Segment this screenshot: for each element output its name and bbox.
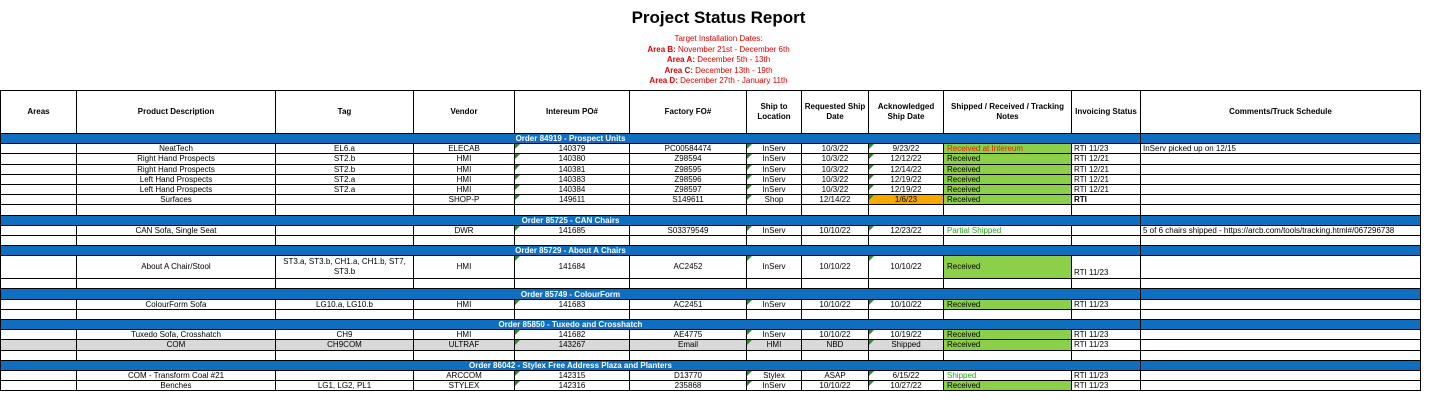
cell-ship-to-location [747,205,802,215]
cell-areas [1,225,77,235]
cell-tag: CH9 [276,330,414,340]
column-header-comments: Comments/Truck Schedule [1141,91,1421,134]
cell-invoicing-status: RTI 12/21 [1072,184,1141,194]
cell-comments [1141,174,1421,184]
cell-vendor [414,205,515,215]
cell-factory-fo: D13770 [630,370,747,380]
target-line-area-b: Area B: November 21st - December 6th [647,44,790,54]
cell-requested-ship-date: 10/10/22 [802,330,869,340]
target-dates-block [0,34,1437,87]
cell-product-description [77,235,276,245]
cell-shipped-notes [944,205,1072,215]
cell-tag: ST2.b [276,164,414,174]
cell-areas [1,164,77,174]
cell-invoicing-status: RTI [1072,195,1141,205]
cell-tag [276,195,414,205]
cell-intereum-po [515,205,630,215]
table-row [1,340,1421,350]
cell-areas [1,381,77,391]
cell-shipped-notes [944,279,1072,289]
cell-comments [1141,330,1421,340]
cell-factory-fo [630,205,747,215]
cell-shipped-notes: Shipped [944,370,1072,380]
order-label: Order 85729 - About A Chairs [1,246,1141,256]
cell-comments [1141,184,1421,194]
cell-acknowledged-ship-date: 12/12/22 [869,154,944,164]
status-table [0,90,1421,391]
cell-tag [276,225,414,235]
cell-invoicing-status: RTI 11/23 [1072,381,1141,391]
cell-product-description: Surfaces [77,195,276,205]
cell-acknowledged-ship-date [869,235,944,245]
cell-tag [276,235,414,245]
cell-tag: LG1, LG2, PL1 [276,381,414,391]
cell-intereum-po: 141682 [515,330,630,340]
cell-comments [1141,370,1421,380]
order-label-spill [1141,246,1421,256]
cell-acknowledged-ship-date: 10/10/22 [869,256,944,279]
cell-ship-to-location [747,235,802,245]
table-row [1,174,1421,184]
cell-ship-to-location: HMI [747,340,802,350]
spacer-row [1,205,1421,215]
cell-intereum-po [515,279,630,289]
cell-intereum-po: 140383 [515,174,630,184]
spacer-row [1,235,1421,245]
cell-invoicing-status: RTI 11/23 [1072,144,1141,154]
cell-tag [276,279,414,289]
cell-vendor: HMI [414,256,515,279]
column-header-requested-ship-date: Requested Ship Date [802,91,869,134]
cell-intereum-po: 142315 [515,370,630,380]
cell-invoicing-status: RTI 12/21 [1072,174,1141,184]
cell-shipped-notes: Received [944,340,1072,350]
cell-vendor: SHOP-P [414,195,515,205]
cell-invoicing-status [1072,279,1141,289]
cell-areas [1,256,77,279]
column-header-tag: Tag [276,91,414,134]
table-row [1,225,1421,235]
order-label-spill [1141,320,1421,330]
table-row [1,370,1421,380]
cell-tag [276,350,414,360]
target-line-area-c: Area C: December 13th - 19th [664,65,773,75]
cell-factory-fo: S149611 [630,195,747,205]
cell-requested-ship-date: 10/3/22 [802,144,869,154]
cell-factory-fo: Email [630,340,747,350]
cell-factory-fo: S03379549 [630,225,747,235]
cell-shipped-notes [944,309,1072,319]
order-label-spill [1141,134,1421,144]
cell-factory-fo [630,235,747,245]
cell-shipped-notes: Received [944,381,1072,391]
report-title: Project Status Report [631,8,806,27]
cell-acknowledged-ship-date [869,309,944,319]
cell-acknowledged-ship-date: 12/14/22 [869,164,944,174]
column-header-factory-fo: Factory FO# [630,91,747,134]
cell-areas [1,279,77,289]
cell-acknowledged-ship-date: 10/10/22 [869,299,944,309]
cell-ship-to-location: Stylex [747,370,802,380]
cell-product-description: Left Hand Prospects [77,184,276,194]
cell-comments [1141,299,1421,309]
order-label: Order 85850 - Tuxedo and Crosshatch [1,320,1141,330]
cell-acknowledged-ship-date [869,205,944,215]
cell-shipped-notes: Received [944,330,1072,340]
cell-comments [1141,381,1421,391]
cell-factory-fo [630,309,747,319]
cell-shipped-notes: Received [944,154,1072,164]
table-row [1,330,1421,340]
cell-vendor: ELECAB [414,144,515,154]
cell-requested-ship-date: 12/14/22 [802,195,869,205]
cell-tag: CH9COM [276,340,414,350]
cell-invoicing-status: RTI 12/21 [1072,154,1141,164]
cell-invoicing-status: RTI 11/23 [1072,330,1141,340]
table-row [1,144,1421,154]
cell-vendor: DWR [414,225,515,235]
cell-requested-ship-date: 10/10/22 [802,299,869,309]
cell-tag: EL6.a [276,144,414,154]
cell-factory-fo: Z98597 [630,184,747,194]
order-header-row [1,289,1421,299]
table-row [1,195,1421,205]
cell-intereum-po: 142316 [515,381,630,391]
table-row [1,184,1421,194]
cell-areas [1,309,77,319]
cell-invoicing-status [1072,350,1141,360]
table-row [1,381,1421,391]
cell-intereum-po: 141684 [515,256,630,279]
cell-intereum-po [515,235,630,245]
cell-ship-to-location [747,279,802,289]
cell-ship-to-location: InServ [747,164,802,174]
cell-tag: ST3.a, ST3.b, CH1.a, CH1.b, ST7, ST3.b [276,256,414,279]
cell-areas [1,184,77,194]
cell-product-description: Right Hand Prospects [77,164,276,174]
cell-vendor: HMI [414,164,515,174]
cell-tag: ST2.a [276,184,414,194]
target-line-area-d: Area D: December 27th - January 11th [649,76,788,86]
cell-vendor: ULTRAF [414,340,515,350]
cell-requested-ship-date: 10/10/22 [802,381,869,391]
order-header-row [1,134,1421,144]
cell-areas [1,174,77,184]
cell-comments: InServ picked up on 12/15 [1141,144,1421,154]
cell-product-description [77,309,276,319]
cell-factory-fo: Z98594 [630,154,747,164]
cell-product-description [77,205,276,215]
table-body [1,134,1421,391]
cell-factory-fo [630,350,747,360]
cell-acknowledged-ship-date: Shipped [869,340,944,350]
cell-intereum-po: 141683 [515,299,630,309]
cell-factory-fo: PC00584474 [630,144,747,154]
cell-tag [276,205,414,215]
cell-tag: LG10.a, LG10.b [276,299,414,309]
target-line-area-a: Area A: December 5th - 13th [666,55,771,65]
cell-areas [1,205,77,215]
column-header-vendor: Vendor [414,91,515,134]
cell-invoicing-status: RTI 11/23 [1072,256,1141,279]
cell-requested-ship-date [802,309,869,319]
cell-requested-ship-date [802,279,869,289]
cell-areas [1,299,77,309]
cell-areas [1,370,77,380]
cell-factory-fo: Z98595 [630,164,747,174]
cell-factory-fo: AC2452 [630,256,747,279]
order-label: Order 86042 - Stylex Free Address Plaza and Planters [1,360,1141,370]
order-label: Order 85725 - CAN Chairs [1,215,1141,225]
cell-comments [1141,256,1421,279]
cell-intereum-po [515,350,630,360]
cell-factory-fo [630,279,747,289]
cell-invoicing-status: RTI 11/23 [1072,370,1141,380]
cell-vendor: HMI [414,154,515,164]
cell-areas [1,144,77,154]
header-row [1,91,1421,134]
column-header-intereum-po: Intereum PO# [515,91,630,134]
cell-ship-to-location [747,350,802,360]
cell-vendor: HMI [414,174,515,184]
order-label: Order 85749 - ColourForm [1,289,1141,299]
order-label-spill [1141,289,1421,299]
spacer-row [1,309,1421,319]
cell-product-description: ColourForm Sofa [77,299,276,309]
cell-intereum-po: 140381 [515,164,630,174]
table-row [1,154,1421,164]
cell-ship-to-location: Shop [747,195,802,205]
cell-requested-ship-date [802,235,869,245]
table-row [1,164,1421,174]
cell-requested-ship-date: ASAP [802,370,869,380]
table-row [1,299,1421,309]
cell-acknowledged-ship-date: 12/19/22 [869,174,944,184]
cell-shipped-notes [944,350,1072,360]
cell-product-description: NeatTech [77,144,276,154]
cell-product-description: Right Hand Prospects [77,154,276,164]
cell-shipped-notes [944,235,1072,245]
cell-factory-fo: AE4775 [630,330,747,340]
cell-requested-ship-date: NBD [802,340,869,350]
cell-invoicing-status: RTI 12/21 [1072,164,1141,174]
cell-comments [1141,279,1421,289]
cell-product-description [77,279,276,289]
cell-requested-ship-date: 10/10/22 [802,256,869,279]
cell-acknowledged-ship-date [869,279,944,289]
cell-vendor: STYLEX [414,381,515,391]
cell-ship-to-location: InServ [747,256,802,279]
cell-intereum-po: 140380 [515,154,630,164]
cell-product-description: COM - Transform Coal #21 [77,370,276,380]
cell-areas [1,340,77,350]
cell-acknowledged-ship-date: 6/15/22 [869,370,944,380]
cell-shipped-notes: Received [944,299,1072,309]
cell-areas [1,330,77,340]
cell-shipped-notes: Partial Shipped [944,225,1072,235]
cell-ship-to-location: InServ [747,184,802,194]
cell-vendor [414,279,515,289]
cell-acknowledged-ship-date [869,350,944,360]
cell-factory-fo: Z98596 [630,174,747,184]
cell-shipped-notes: Received [944,164,1072,174]
cell-acknowledged-ship-date: 1/6/23 [869,195,944,205]
cell-shipped-notes: Received [944,174,1072,184]
cell-tag [276,370,414,380]
cell-comments [1141,205,1421,215]
cell-requested-ship-date: 10/3/22 [802,164,869,174]
cell-comments [1141,164,1421,174]
cell-tag [276,309,414,319]
cell-ship-to-location: InServ [747,381,802,391]
column-header-acknowledged-ship-date: Acknowledged Ship Date [869,91,944,134]
cell-ship-to-location: InServ [747,144,802,154]
cell-acknowledged-ship-date: 10/19/22 [869,330,944,340]
cell-invoicing-status [1072,225,1141,235]
cell-product-description: About A Chair/Stool [77,256,276,279]
cell-tag: ST2.a [276,174,414,184]
order-header-row [1,320,1421,330]
cell-comments [1141,309,1421,319]
cell-comments: 5 of 6 chairs shipped - https://arcb.com/tools/tracking.html#/067296738 [1141,225,1421,235]
target-heading: Target Installation Dates: [674,34,763,43]
cell-areas [1,154,77,164]
cell-intereum-po: 143267 [515,340,630,350]
order-label-spill [1141,215,1421,225]
cell-ship-to-location: InServ [747,154,802,164]
cell-ship-to-location: InServ [747,225,802,235]
cell-requested-ship-date [802,350,869,360]
cell-shipped-notes: Received [944,184,1072,194]
cell-ship-to-location [747,309,802,319]
column-header-invoicing-status: Invoicing Status [1072,91,1141,134]
cell-invoicing-status: RTI 11/23 [1072,340,1141,350]
cell-vendor: HMI [414,299,515,309]
cell-shipped-notes: Received [944,195,1072,205]
order-label-spill [1141,360,1421,370]
cell-product-description: Left Hand Prospects [77,174,276,184]
cell-tag: ST2.b [276,154,414,164]
cell-ship-to-location: InServ [747,299,802,309]
cell-acknowledged-ship-date: 12/19/22 [869,184,944,194]
cell-comments [1141,350,1421,360]
cell-requested-ship-date: 10/3/22 [802,174,869,184]
column-header-product-description: Product Description [77,91,276,134]
cell-product-description: Benches [77,381,276,391]
cell-comments [1141,154,1421,164]
cell-intereum-po: 140379 [515,144,630,154]
cell-acknowledged-ship-date: 9/23/22 [869,144,944,154]
cell-vendor: HMI [414,184,515,194]
column-header-areas: Areas [1,91,77,134]
column-header-ship-to-location: Ship to Location [747,91,802,134]
cell-vendor: ARCCOM [414,370,515,380]
cell-product-description [77,350,276,360]
cell-ship-to-location: InServ [747,174,802,184]
cell-requested-ship-date: 10/10/22 [802,225,869,235]
cell-vendor: HMI [414,330,515,340]
cell-acknowledged-ship-date: 10/27/22 [869,381,944,391]
cell-product-description: CAN Sofa, Single Seat [77,225,276,235]
cell-intereum-po: 149611 [515,195,630,205]
order-header-row [1,360,1421,370]
cell-intereum-po [515,309,630,319]
cell-acknowledged-ship-date: 12/23/22 [869,225,944,235]
cell-vendor [414,235,515,245]
cell-areas [1,350,77,360]
cell-requested-ship-date: 10/3/22 [802,184,869,194]
cell-invoicing-status [1072,205,1141,215]
cell-invoicing-status [1072,235,1141,245]
cell-ship-to-location: InServ [747,330,802,340]
cell-product-description: Tuxedo Sofa, Crosshatch [77,330,276,340]
cell-invoicing-status [1072,309,1141,319]
cell-intereum-po: 141685 [515,225,630,235]
table-row [1,256,1421,279]
cell-comments [1141,235,1421,245]
cell-factory-fo: AC2451 [630,299,747,309]
cell-factory-fo: 235868 [630,381,747,391]
cell-intereum-po: 140384 [515,184,630,194]
cell-comments [1141,195,1421,205]
order-label: Order 84919 - Prospect Units [1,134,1141,144]
cell-areas [1,195,77,205]
cell-vendor [414,350,515,360]
cell-shipped-notes: Received [944,256,1072,279]
cell-requested-ship-date: 10/3/22 [802,154,869,164]
spacer-row [1,350,1421,360]
cell-comments [1141,340,1421,350]
cell-product-description: COM [77,340,276,350]
cell-shipped-notes: Received at Intereum [944,144,1072,154]
order-header-row [1,246,1421,256]
cell-invoicing-status: RTI 11/23 [1072,299,1141,309]
cell-vendor [414,309,515,319]
spacer-row [1,279,1421,289]
cell-requested-ship-date [802,205,869,215]
column-header-shipped-notes: Shipped / Received / Tracking Notes [944,91,1072,134]
order-header-row [1,215,1421,225]
cell-areas [1,235,77,245]
